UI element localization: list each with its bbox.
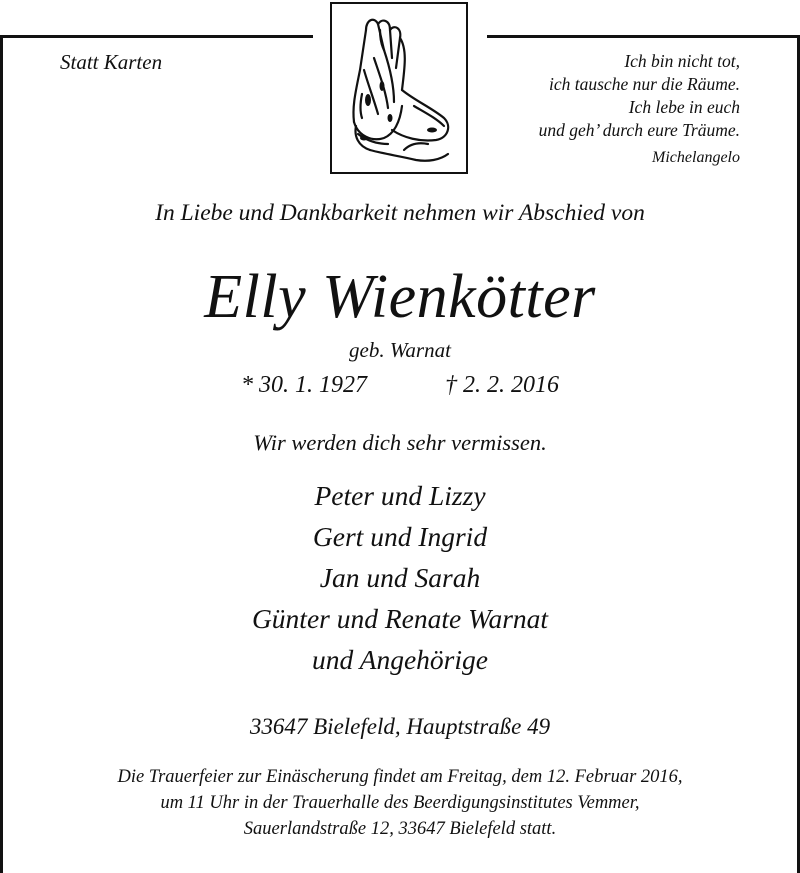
poem-line: ich tausche nur die Räume. <box>549 74 740 94</box>
poem-line: Ich bin nicht tot, <box>624 51 740 71</box>
mourner-line: Günter und Renate Warnat <box>251 603 549 634</box>
mourner-line: und Angehörige <box>312 644 488 675</box>
death-date: † 2. 2. 2016 <box>445 372 559 398</box>
poem-block <box>539 50 740 169</box>
mourners-list <box>0 475 800 680</box>
emblem-box <box>330 2 468 174</box>
maiden-name: geb. Warnat <box>349 338 451 362</box>
mourner-line: Peter und Lizzy <box>314 480 486 511</box>
life-dates <box>0 372 800 399</box>
ceremony-line: Sauerlandstraße 12, 33647 Bielefeld statt. <box>243 819 557 839</box>
frame-top-right-rule <box>487 35 800 38</box>
statt-karten-note: Statt Karten <box>60 50 163 74</box>
poem-line: Ich lebe in euch <box>628 97 740 117</box>
poem-line: und geh’ durch eure Träume. <box>538 120 740 140</box>
deceased-name: Elly Wienkötter <box>204 263 596 331</box>
intro-text: In Liebe und Dankbarkeit nehmen wir Abschied von <box>155 200 645 226</box>
mourner-line: Gert und Ingrid <box>312 521 488 552</box>
family-address: 33647 Bielefeld, Hauptstraße 49 <box>249 714 551 739</box>
farewell-text: Wir werden dich sehr vermissen. <box>253 430 547 455</box>
praying-hands-icon <box>344 10 456 168</box>
poem-author: Michelangelo <box>652 149 740 166</box>
ceremony-line: um 11 Uhr in der Trauerhalle des Beerdigungsinstitutes Vemmer, <box>160 793 640 813</box>
mourner-line: Jan und Sarah <box>319 562 481 593</box>
ceremony-line: Die Trauerfeier zur Einäscherung findet am Freitag, dem 12. Februar 2016, <box>117 767 683 787</box>
birth-date: * 30. 1. 1927 <box>241 372 367 398</box>
frame-top-left-rule <box>0 35 313 38</box>
ceremony-info <box>0 764 800 842</box>
